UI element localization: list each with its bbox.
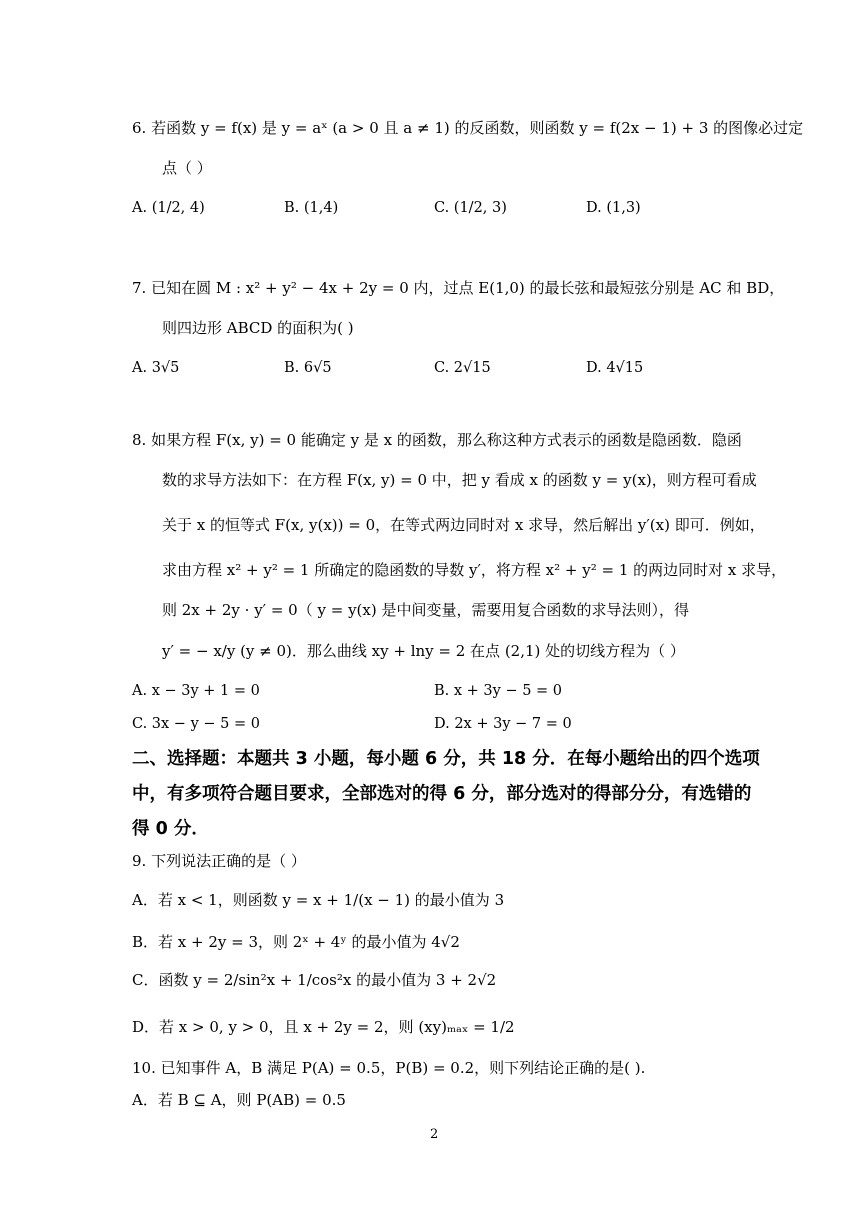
q7-option-b: B. 6√5 (284, 360, 332, 376)
q7-option-a: A. 3√5 (132, 360, 180, 376)
q8-option-d: D. 2x + 3y − 7 = 0 (434, 716, 572, 732)
q9-stem: 9. 下列说法正确的是（ ） (132, 852, 306, 870)
q8-stem-line5: 则 2x + 2y · y′ = 0（ y = y(x) 是中间变量，需要用复合函数的求导法则），得 (162, 601, 689, 619)
q9-option-c: C．函数 y = 2/sin²x + 1/cos²x 的最小值为 3 + 2√2 (132, 971, 497, 989)
q7-option-d: D. 4√15 (586, 360, 644, 376)
q7-stem-line1: 7. 已知在圆 M : x² + y² − 4x + 2y = 0 内，过点 E(1,0) 的最长弦和最短弦分别是 AC 和 BD， (132, 279, 785, 297)
q8-stem-line2: 数的求导方法如下：在方程 F(x, y) = 0 中，把 y 看成 x 的函数 y = y(x)，则方程可看成 (162, 471, 757, 489)
q10-stem: 10. 已知事件 A，B 满足 P(A) = 0.5，P(B) = 0.2，则下列结论正确的是( ). (132, 1059, 646, 1077)
q8-stem-line1: 8. 如果方程 F(x, y) = 0 能确定 y 是 x 的函数，那么称这种方式表示的函数是隐函数．隐函 (132, 431, 742, 449)
section-2-heading-line3: 得 0 分． (132, 819, 209, 839)
q9-option-d: D．若 x > 0, y > 0，且 x + 2y = 2，则 (xy)ₘₐₓ = 1/2 (132, 1018, 515, 1036)
q8-stem-line6: y′ = − x/y (y ≠ 0)．那么曲线 xy + lny = 2 在点 (2,1) 处的切线方程为（ ） (162, 642, 685, 660)
q8-stem-line4: 求由方程 x² + y² = 1 所确定的隐函数的导数 y′，将方程 x² + y² = 1 的两边同时对 x 求导， (162, 561, 787, 579)
q6-option-d: D. (1,3) (586, 200, 641, 216)
q8-option-c: C. 3x − y − 5 = 0 (132, 716, 260, 732)
q10-option-a: A．若 B ⊆ A，则 P(AB) = 0.5 (132, 1091, 346, 1109)
q8-option-a: A. x − 3y + 1 = 0 (132, 683, 260, 699)
q6-stem-line1: 6. 若函数 y = f(x) 是 y = aˣ (a > 0 且 a ≠ 1) 的反函数，则函数 y = f(2x − 1) + 3 的图像必过定 (132, 119, 804, 137)
q8-stem-line3: 关于 x 的恒等式 F(x, y(x)) = 0，在等式两边同时对 x 求导，然后解出 y′(x) 即可．例如， (162, 516, 765, 534)
q7-stem-line2: 则四边形 ABCD 的面积为( ) (162, 319, 354, 337)
section-2-heading-line1: 二、选择题：本题共 3 小题，每小题 6 分，共 18 分．在每小题给出的四个选项 (132, 749, 760, 769)
q7-option-c: C. 2√15 (434, 360, 491, 376)
q9-option-b: B．若 x + 2y = 3，则 2ˣ + 4ʸ 的最小值为 4√2 (132, 933, 460, 951)
q9-option-a: A．若 x < 1，则函数 y = x + 1/(x − 1) 的最小值为 3 (132, 891, 505, 909)
q6-option-a: A. (1/2, 4) (132, 200, 205, 216)
page-number: 2 (430, 1127, 439, 1142)
q8-option-b: B. x + 3y − 5 = 0 (434, 683, 563, 699)
section-2-heading-line2: 中，有多项符合题目要求，全部选对的得 6 分，部分选对的得部分分，有选错的 (132, 784, 752, 804)
q6-option-b: B. (1,4) (284, 200, 339, 216)
q6-stem-line2: 点（ ） (162, 159, 212, 177)
q6-option-c: C. (1/2, 3) (434, 200, 507, 216)
